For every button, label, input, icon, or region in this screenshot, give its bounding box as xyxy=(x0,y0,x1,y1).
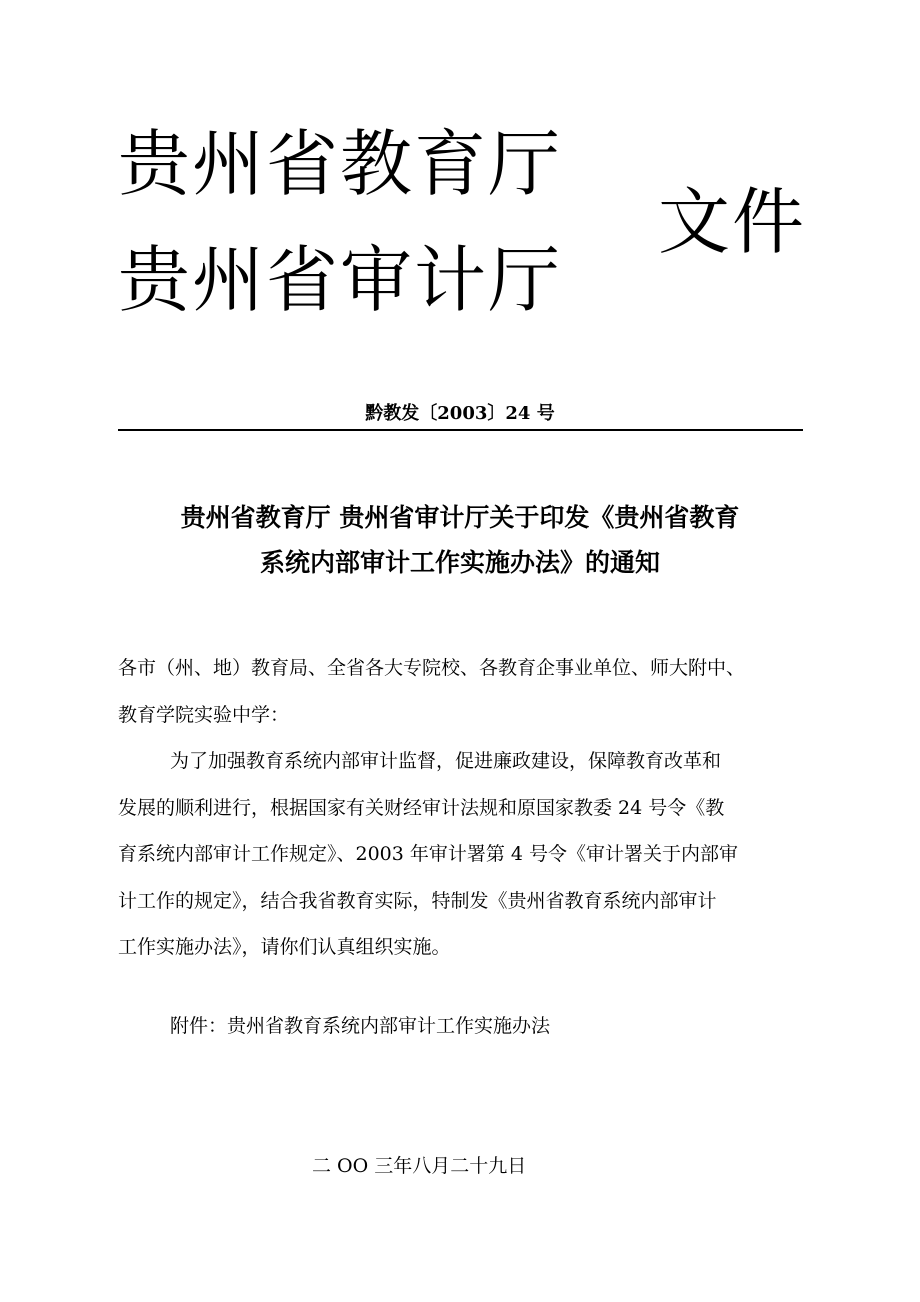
salutation-line: 各市（州、地）教育局、全省各大专院校、各教育企事业单位、师大附中、 xyxy=(118,657,746,679)
body-line: 计工作的规定》，结合我省教育实际，特制发《贵州省教育系统内部审计 xyxy=(118,889,717,912)
body-paragraph xyxy=(118,738,808,971)
body-line: 为了加强教育系统内部审计监督，促进廉政建设，保障教育改革和 xyxy=(170,750,722,772)
notice-title-line-1: 贵州省教育厅 贵州省审计厅关于印发《贵州省教育 xyxy=(180,503,740,532)
attachment-note: 附件：贵州省教育系统内部审计工作实施办法 xyxy=(170,1015,551,1037)
salutation-line: 教育学院实验中学： xyxy=(118,703,290,726)
header-divider xyxy=(118,429,803,431)
body-line: 发展的顺利进行，根据国家有关财经审计法规和原国家教委 24 号令《教 xyxy=(118,796,725,819)
document-header xyxy=(118,118,818,338)
issuer-audit-department: 贵州省审计厅 xyxy=(118,238,563,322)
salutation xyxy=(118,645,808,738)
issue-date: 二 OO 三年八月二十九日 xyxy=(312,1155,527,1177)
notice-title-line-2: 系统内部审计工作实施办法》的通知 xyxy=(259,548,660,577)
document-number: 黔教发〔2003〕24 号 xyxy=(365,403,555,424)
document-type-label: 文件 xyxy=(658,180,807,264)
issuer-education-department: 贵州省教育厅 xyxy=(118,122,563,206)
body-line: 育系统内部审计工作规定》、2003 年审计署第 4 号令《审计署关于内部审 xyxy=(118,843,739,865)
body-line: 工作实施办法》，请你们认真组织实施。 xyxy=(118,936,451,958)
